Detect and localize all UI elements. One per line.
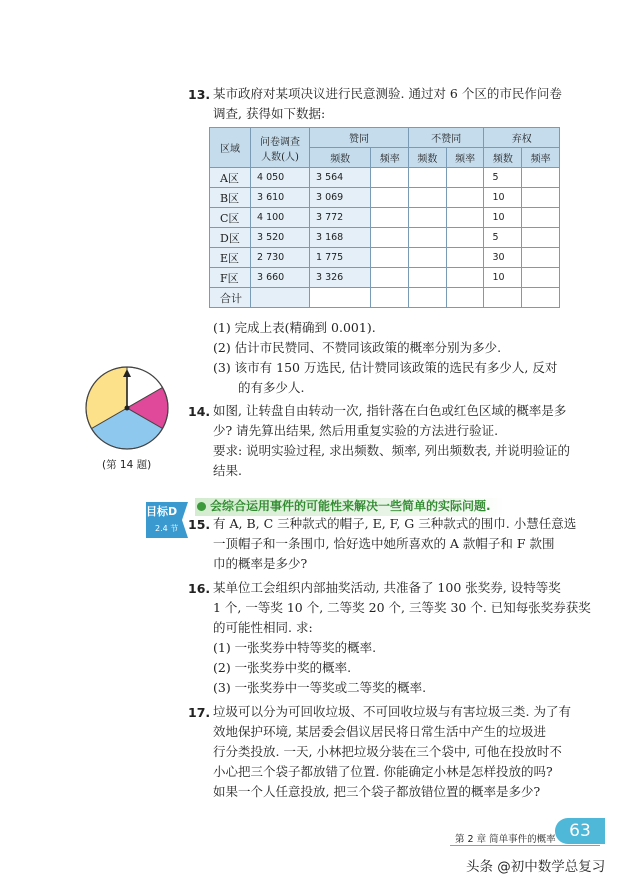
region-cell: E区 [210,248,251,268]
blank-cell [409,208,447,228]
blank-cell [522,288,560,308]
table-row [210,168,560,188]
blank-cell [409,228,447,248]
q13-part-3: (3) 该市有 150 万选民, 估计赞同该政策的选民有多少人, 反对 [213,360,558,375]
table-row [210,228,560,248]
q17-line-1: 垃圾可以分为可回收垃圾、不可回收垃圾与有害垃圾三类. 为了有 [213,704,571,719]
region-cell: B区 [210,188,251,208]
q14-line-1: 如图, 让转盘自由转动一次, 指针落在白色或红色区域的概率是多 [213,403,567,418]
q14-line-2: 少? 请先算出结果, 然后用重复实验的方法进行验证. [213,423,499,438]
q16-line-3: 的可能性相同. 求: [213,620,313,635]
header-freq-rate: 频率 [446,148,484,168]
blank-cell [446,268,484,288]
header-freq-rate: 频率 [522,148,560,168]
q13-part-1: (1) 完成上表(精确到 0.001). [213,320,376,335]
total-label-cell: 合计 [210,288,251,308]
header-region: 区域 [210,128,251,168]
abstain-count-cell: 5 [484,168,522,188]
survey-table [209,127,560,308]
q16-part-1: (1) 一张奖券中特等奖的概率. [213,640,377,655]
surveyed-cell: 4 100 [251,208,310,228]
blank-cell [446,168,484,188]
q14-line-3: 要求: 说明实验过程, 求出频数、频率, 列出频数表, 并说明验证的 [213,443,571,458]
q14-number: 14. [188,404,211,419]
q13-number: 13. [188,87,211,102]
blank-cell [522,188,560,208]
page-number: 63 [555,818,605,844]
blank-cell [522,268,560,288]
blank-cell [446,248,484,268]
goal-bullet-icon [197,502,206,511]
q17-line-5: 如果一个人任意投放, 把三个袋子都放错位置的概率是多少? [213,784,541,799]
q14-line-4: 结果. [213,463,242,478]
blank-cell [371,208,409,228]
q13-part-3-cont: 的有多少人. [238,380,305,395]
abstain-count-cell: 10 [484,188,522,208]
q17-line-2: 效地保护环境, 某居委会倡议居民将日常生活中产生的垃圾进 [213,724,546,739]
q15-number: 15. [188,517,211,532]
header-abstain: 弃权 [484,128,560,148]
blank-cell [409,288,447,308]
q16-line-1: 某单位工会组织内部抽奖活动, 共准备了 100 张奖券, 设特等奖 [213,580,561,595]
header-surveyed: 问卷调查 人数(人) [251,128,310,168]
q15-line-3: 巾的概率是多少? [213,556,308,571]
surveyed-cell: 3 610 [251,188,310,208]
blank-cell [522,168,560,188]
header-freq-count: 频数 [409,148,447,168]
surveyed-cell: 3 520 [251,228,310,248]
blank-cell [446,228,484,248]
q16-part-3: (3) 一张奖券中一等奖或二等奖的概率. [213,680,427,695]
q13-part-2: (2) 估计市民赞同、不赞同该政策的概率分别为多少. [213,340,502,355]
blank-cell [409,268,447,288]
blank-cell [446,188,484,208]
abstain-count-cell: 5 [484,228,522,248]
blank-cell [310,288,371,308]
blank-cell [484,288,522,308]
surveyed-cell: 2 730 [251,248,310,268]
header-agree: 赞同 [310,128,409,148]
blank-cell [371,188,409,208]
footer-divider [450,845,600,846]
agree-count-cell: 3 772 [310,208,371,228]
surveyed-cell: 3 660 [251,268,310,288]
q16-number: 16. [188,581,211,596]
q17-number: 17. [188,705,211,720]
region-cell: A区 [210,168,251,188]
blank-cell [371,268,409,288]
region-cell: C区 [210,208,251,228]
blank-cell [409,168,447,188]
blank-cell [522,228,560,248]
header-freq-count: 频数 [484,148,522,168]
header-freq-count: 频数 [310,148,371,168]
goal-badge-sub: 2.4 节 [155,524,179,533]
table-row [210,188,560,208]
spinner-figure [82,363,172,453]
table-row-total [210,288,560,308]
blank-cell [371,248,409,268]
table-row [210,248,560,268]
region-cell: F区 [210,268,251,288]
abstain-count-cell: 30 [484,248,522,268]
blank-cell [446,208,484,228]
q16-part-2: (2) 一张奖券中奖的概率. [213,660,352,675]
table-row [210,268,560,288]
agree-count-cell: 3 326 [310,268,371,288]
q16-line-2: 1 个, 一等奖 10 个, 二等奖 20 个, 三等奖 30 个. 已知每张奖券获奖 [213,600,591,615]
blank-cell [409,248,447,268]
goal-badge-title: 目标D [146,505,178,518]
figure-caption: (第 14 题) [102,459,152,471]
q17-line-3: 行分类投放. 一天, 小林把垃圾分装在三个袋中, 可他在投放时不 [213,744,562,759]
table-row [210,208,560,228]
blank-cell [371,228,409,248]
header-disagree: 不赞同 [409,128,484,148]
blank-cell [446,288,484,308]
spinner-center [125,406,130,411]
chapter-label: 第 2 章 简单事件的概率 [455,834,556,845]
region-cell: D区 [210,228,251,248]
agree-count-cell: 1 775 [310,248,371,268]
goal-text: 会综合运用事件的可能性来解决一些简单的实际问题. [210,499,491,513]
blank-cell [522,208,560,228]
q13-line-1: 某市政府对某项决议进行民意测验. 通过对 6 个区的市民作问卷 [213,86,562,101]
blank-cell [251,288,310,308]
agree-count-cell: 3 168 [310,228,371,248]
q15-line-1: 有 A, B, C 三种款式的帽子, E, F, G 三种款式的围巾. 小慧任意选 [213,516,577,531]
abstain-count-cell: 10 [484,268,522,288]
q13-line-2: 调查, 获得如下数据: [213,106,326,121]
agree-count-cell: 3 564 [310,168,371,188]
blank-cell [371,288,409,308]
blank-cell [409,188,447,208]
surveyed-cell: 4 050 [251,168,310,188]
blank-cell [371,168,409,188]
blank-cell [522,248,560,268]
q15-line-2: 一顶帽子和一条围巾, 恰好选中她所喜欢的 A 款帽子和 F 款围 [213,536,555,551]
agree-count-cell: 3 069 [310,188,371,208]
q17-line-4: 小心把三个袋子都放错了位置. 你能确定小林是怎样投放的吗? [213,764,553,779]
abstain-count-cell: 10 [484,208,522,228]
watermark-text: 头条 @初中数学总复习 [466,859,606,875]
header-freq-rate: 频率 [371,148,409,168]
